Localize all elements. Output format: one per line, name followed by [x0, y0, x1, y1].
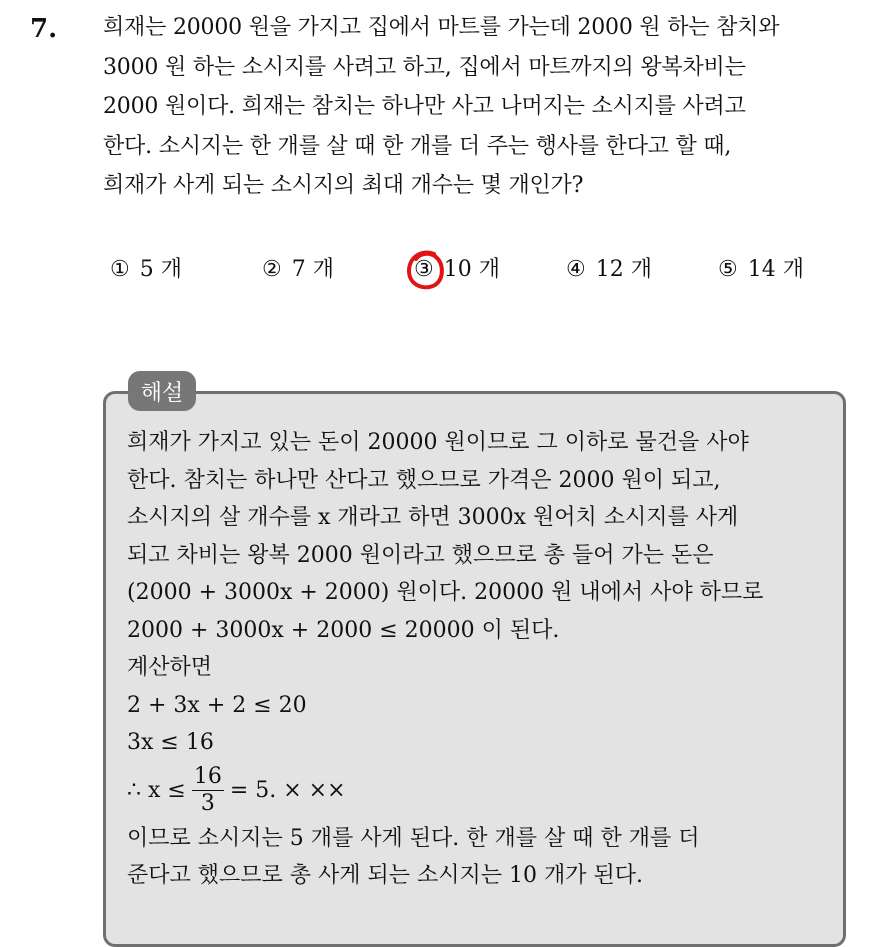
- solution-line: 2 + 3x + 2 ≤ 20: [127, 692, 307, 718]
- choice-4[interactable]: [566, 252, 652, 283]
- solution-line: 계산하면: [127, 655, 213, 680]
- fraction-prefix: ∴ x ≤: [127, 778, 186, 803]
- answer-circle-mark: [404, 247, 446, 293]
- fraction: [192, 764, 224, 817]
- choice-number: ③: [414, 257, 434, 282]
- choice-label: 7 개: [291, 257, 334, 282]
- question-line: 3000 원 하는 소시지를 사려고 하고, 집에서 마트까지의 왕복차비는: [103, 54, 746, 80]
- choice-5[interactable]: [718, 252, 804, 283]
- solution-tag: 해설: [128, 371, 196, 411]
- question-line: 희재는 20000 원을 가지고 집에서 마트를 가는데 2000 원 하는 참치와: [103, 15, 780, 40]
- choice-1[interactable]: [110, 252, 182, 283]
- question-line: 희재가 사게 되는 소시지의 최대 개수는 몇 개인가?: [103, 173, 584, 198]
- fraction-line: [127, 762, 837, 820]
- fraction-numerator: 16: [193, 764, 222, 789]
- choice-number: ⑤: [718, 257, 738, 282]
- solution-line: 소시지의 살 개수를 x 개라고 하면 3000x 원어치 소시지를 사게: [127, 505, 739, 530]
- choice-number: ②: [262, 257, 282, 282]
- solution-line: 한다. 참치는 하나만 산다고 했으므로 가격은 2000 원이 되고,: [127, 467, 721, 493]
- solution-line: 되고 차비는 왕복 2000 원이라고 했으므로 총 들어 가는 돈은: [127, 542, 714, 568]
- solution-line: 2000 + 3000x + 2000 ≤ 20000 이 된다.: [127, 617, 560, 643]
- choice-number: ④: [566, 257, 586, 282]
- choice-number: ①: [110, 257, 130, 282]
- solution-line: 이므로 소시지는 5 개를 사게 된다. 한 개를 살 때 한 개를 더: [127, 825, 700, 851]
- question-number: 7.: [30, 14, 58, 44]
- choice-label: 10 개: [443, 257, 500, 282]
- choice-label: 14 개: [747, 257, 804, 282]
- solution-line: 희재가 가지고 있는 돈이 20000 원이므로 그 이하로 물건을 사야: [127, 430, 749, 455]
- question-line: 2000 원이다. 희재는 참치는 하나만 사고 나머지는 소시지를 사려고: [103, 94, 746, 119]
- question-text: [103, 8, 863, 206]
- question-line: 한다. 소시지는 한 개를 살 때 한 개를 더 주는 행사를 한다고 할 때,: [103, 133, 732, 159]
- choice-label: 12 개: [595, 257, 652, 282]
- solution-text: [127, 424, 837, 895]
- fraction-suffix: = 5. × ××: [229, 778, 346, 803]
- choice-2[interactable]: [262, 252, 334, 283]
- solution-line: (2000 + 3000x + 2000) 원이다. 20000 원 내에서 사야 하므로: [127, 580, 764, 605]
- choice-label: 5 개: [139, 257, 182, 282]
- solution-line: 준다고 했으므로 총 사게 되는 소시지는 10 개가 된다.: [127, 863, 643, 888]
- solution-line: 3x ≤ 16: [127, 730, 214, 755]
- fraction-denominator: 3: [200, 791, 215, 816]
